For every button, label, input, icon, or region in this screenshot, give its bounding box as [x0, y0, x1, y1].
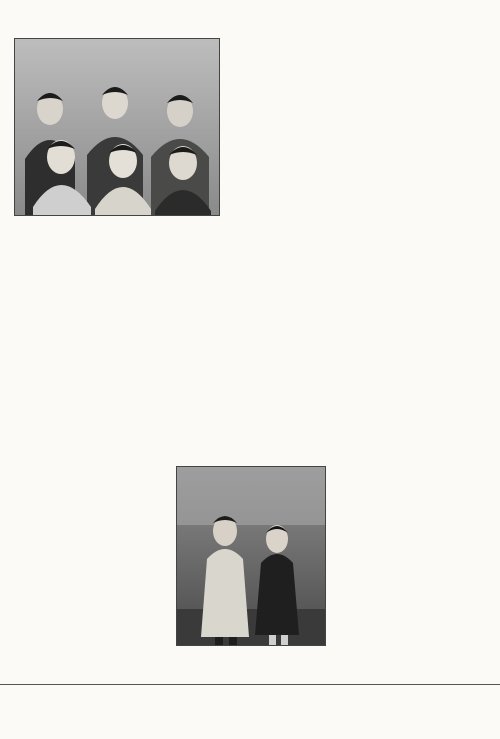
couple-photo [176, 466, 326, 646]
text-column-3 [338, 38, 488, 538]
text-column-1 [14, 230, 164, 680]
magazine-logo [14, 4, 104, 36]
text-column-2 [176, 38, 326, 458]
footer-rule [0, 684, 500, 685]
couple-photo-image [177, 467, 325, 645]
